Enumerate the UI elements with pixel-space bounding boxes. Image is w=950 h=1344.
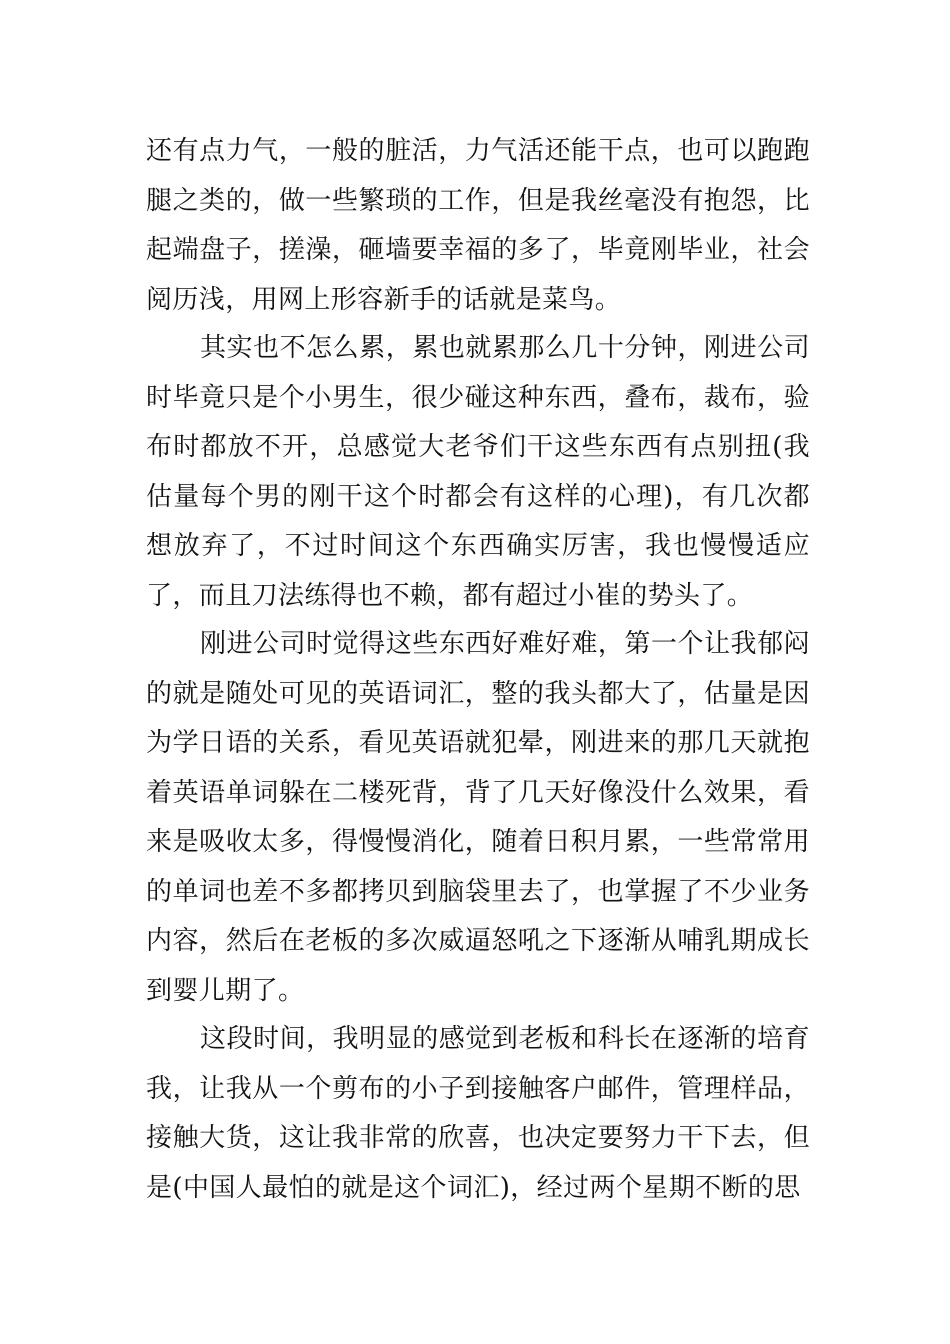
paragraph-2: 其实也不怎么累，累也就累那么几十分钟，刚进公司时毕竟只是个小男生，很少碰这种东西，叠布，裁布，验布时都放不开，总感觉大老爷们干这些东西有点别扭(我估量每个男的刚干这个时都会有这样的心理)，有几次都想放弃了，不过时间这个东西确实厉害，我也慢慢适应了，而且刀法练得也不赖，都有超过小崔的势头了。 — [146, 333, 810, 611]
paragraph-4: 这段时间，我明显的感觉到老板和科长在逐渐的培育我，让我从一个剪布的小子到接触客户邮件，管理样品，接触大货，这让我非常的欣喜，也决定要努力干下去，但是(中国人最怕的就是这个词汇)，经过两个星期不断的思 — [146, 1024, 810, 1203]
document-page — [146, 127, 810, 1212]
paragraph-1: 还有点力气，一般的脏活，力气活还能干点，也可以跑跑腿之类的，做一些繁琐的工作，但是我丝毫没有抱怨，比起端盘子，搓澡，砸墙要幸福的多了，毕竟刚毕业，社会阅历浅，用网上形容新手的话就是菜鸟。 — [146, 136, 810, 315]
paragraph-3: 刚进公司时觉得这些东西好难好难，第一个让我郁闷的就是随处可见的英语词汇，整的我头都大了，估量是因为学日语的关系，看见英语就犯晕，刚进来的那几天就抱着英语单词躲在二楼死背，背了几天好像没什么效果，看来是吸收太多，得慢慢消化，随着日积月累，一些常常用的单词也差不多都拷贝到脑袋里去了，也掌握了不少业务内容，然后在老板的多次威逼怒吼之下逐渐从哺乳期成长到婴儿期了。 — [146, 629, 810, 1006]
